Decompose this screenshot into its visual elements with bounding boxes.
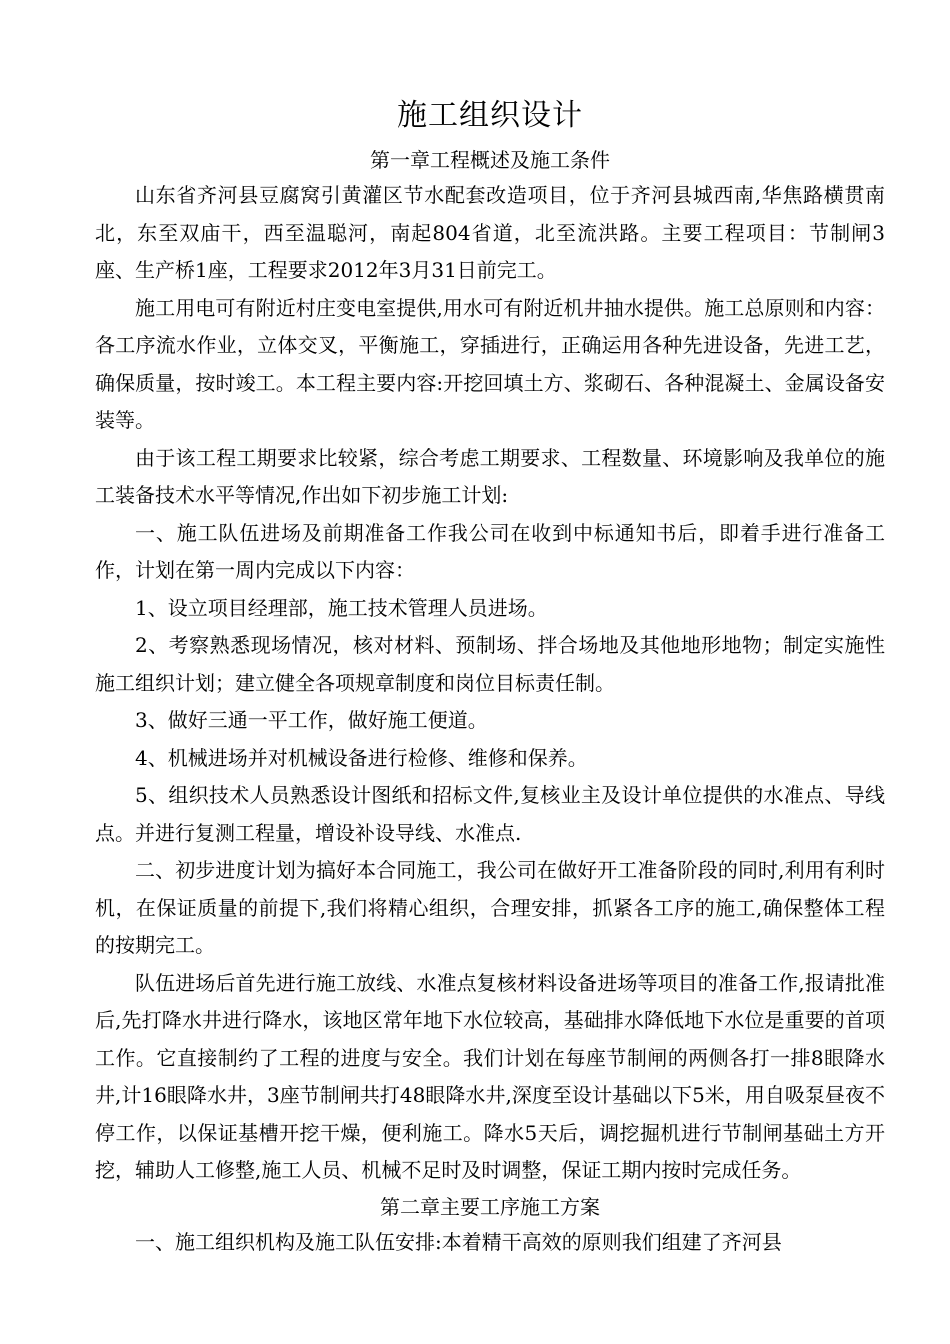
paragraph-project-overview: 山东省齐河县豆腐窝引黄灌区节水配套改造项目，位于齐河县城西南,华焦路横贯南北，东至双庙干，西至温聪河，南起804省道，北至流洪路。主要工程项目：节制闸3座、生产桥1座，工程要求2012年3月31日前完工。 — [95, 183, 885, 282]
list-item-5: 5、组织技术人员熟悉设计图纸和招标文件,复核业主及设计单位提供的水准点、导线点。并进行复测工程量，增设补设导线、水准点. — [95, 783, 885, 845]
paragraph-organization: 一、施工组织机构及施工队伍安排:本着精干高效的原则我们组建了齐河县 — [135, 1229, 782, 1254]
chapter-1-heading: 第一章工程概述及施工条件 — [370, 148, 610, 172]
list-item-1: 1、设立项目经理部，施工技术管理人员进场。 — [135, 595, 548, 620]
document-body — [95, 93, 885, 1261]
paragraph-plan-intro: 由于该工程工期要求比较紧，综合考虑工期要求、工程数量、环境影响及我单位的施工装备技术水平等情况,作出如下初步施工计划: — [95, 445, 885, 507]
list-item-3: 3、做好三通一平工作，做好施工便道。 — [135, 708, 488, 732]
document-title: 施工组织设计 — [397, 98, 583, 133]
paragraph-schedule: 二、初步进度计划为搞好本合同施工，我公司在做好开工准备阶段的同时,利用有利时机，在保证质量的前提下,我们将精心组织，合理安排，抓紧各工序的施工,确保整体工程的按期完工。 — [95, 858, 885, 957]
paragraph-preparation: 一、施工队伍进场及前期准备工作我公司在收到中标通知书后，即着手进行准备工作，计划在第一周内完成以下内容： — [95, 520, 885, 582]
list-item-4: 4、机械进场并对机械设备进行检修、维修和保养。 — [135, 745, 588, 770]
list-item-2: 2、考察熟悉现场情况，核对材料、预制场、拌合场地及其他地形地物；制定实施性施工组织计划；建立健全各项规章制度和岗位目标责任制。 — [95, 633, 885, 695]
paragraph-utilities-principles: 施工用电可有附近村庄变电室提供,用水可有附近机井抽水提供。施工总原则和内容：各工序流水作业，立体交叉，平衡施工，穿插进行，正确运用各种先进设备，先进工艺，确保质量，按时竣工。本工程主要内容:开挖回填土方、浆砌石、各种混凝土、金属设备安装等。 — [95, 295, 885, 432]
chapter-2-heading: 第二章主要工序施工方案 — [380, 1194, 600, 1219]
paragraph-dewatering: 队伍进场后首先进行施工放线、水准点复核材料设备进场等项目的准备工作,报请批准后,先打降水井进行降水，该地区常年地下水位较高，基础排水降低地下水位是重要的首项工作。它直接制约了工程的进度与安全。我们计划在每座节制闸的两侧各打一排8眼降水井,计16眼降水井，3座节制闸共打48眼降水井,深度至设计基础以下5米，用自吸泵昼夜不停工作，以保证基槽开挖干燥，便利施工。降水5天后，调挖掘机进行节制闸基础土方开挖，辅助人工修整,施工人员、机械不足时及时调整，保证工期内按时完成任务。 — [95, 970, 885, 1182]
